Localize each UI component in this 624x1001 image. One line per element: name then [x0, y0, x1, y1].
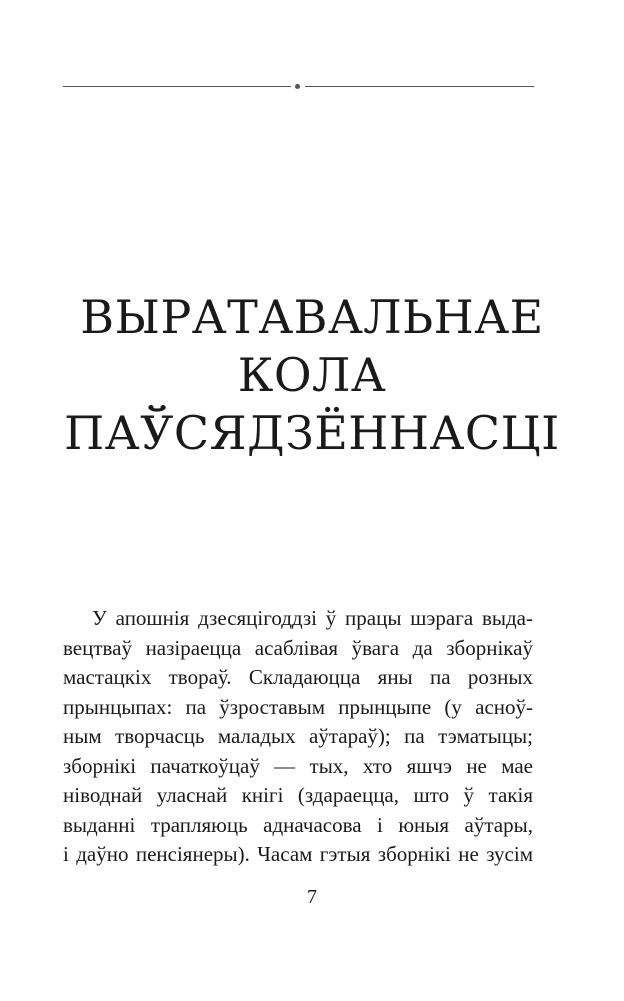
body-line: і даўно пенсіянеры). Часам гэтыя зборнікі не зусім: [63, 842, 533, 866]
body-line: ным творчасць маладых аўтараў); па тэматыцы;: [63, 724, 533, 748]
header-ornament-dot: [295, 84, 300, 89]
chapter-title-line: КОЛА: [237, 348, 387, 402]
body-line: ніводнай уласнай кнігі (здараецца, што ў такія: [63, 783, 533, 807]
header-rule-right: [305, 86, 534, 87]
chapter-title: [20, 288, 604, 462]
chapter-title-line: ПАЎСЯДЗЁННАСЦІ: [64, 406, 560, 460]
body-paragraph: [63, 604, 533, 870]
body-line: вецтваў назіраецца асаблівая ўвага да зборнікаў: [63, 635, 533, 660]
body-line: выданні трапляюць адначасова і юныя аўтары,: [63, 812, 533, 837]
body-line: мастацкіх твораў. Складаюцца яны па розных: [63, 665, 533, 689]
header-rule-left: [63, 86, 291, 87]
page-number: 7: [307, 886, 317, 908]
body-line: зборнікі пачаткоўцаў — тых, хто яшчэ не мае: [63, 753, 533, 778]
body-line: У апошнія дзесяцігоддзі ў працы шэрага выда-: [92, 606, 533, 630]
body-line: прынцыпах: па ўзроставым прынцыпе (у асноў-: [63, 694, 533, 719]
chapter-title-line: ВЫРАТАВАЛЬНАЕ: [80, 290, 544, 344]
